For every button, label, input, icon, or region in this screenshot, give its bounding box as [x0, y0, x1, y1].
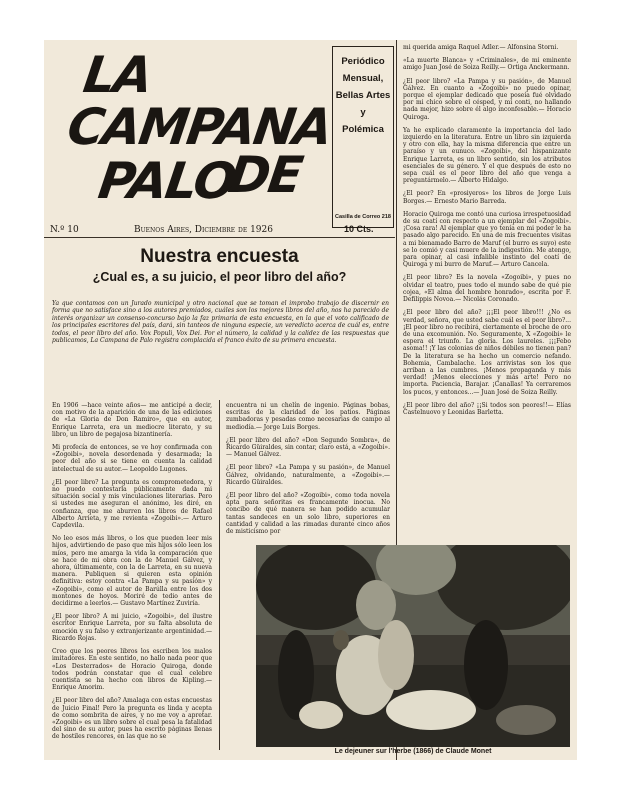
response: ¿El peor libro? Es la novela «Zogoibi», y pues no olvidar el teatro, pues todo el mundo sabe de qué pie cojea, «El alma del hombre honrado», escrita por F. Defilippis Novoa.— Nicolás Coronado.: [403, 274, 571, 304]
column-rule: [219, 400, 220, 750]
response: ¿El peor libro del año? «Don Segundo Sombra», de Ricardo Güiraldes, sin contar, claro está, a «Zogoibi».— Manuel Gálvez.: [226, 436, 390, 459]
masthead-word-campana: CAMPANA: [63, 98, 335, 156]
response: ¿El peor libro? «La Pampa y su pasión», de Manuel Gálvez, olvidando, naturalmente, a «Zogoibi».— Ricardo Güiraldes.: [226, 464, 390, 486]
response: ¿El peor libro? A mi juicio, «Zogoibi», del ilustre escritor Enrique Larreta, por su falta absoluta de emoción y su falso y extranjerizante argentinidad.— Ricardo Rojas.: [52, 613, 212, 642]
response: «La muerte Blanca» y «Criminales», de mi eminente amigo Juan José de Soiza Reilly.— Ortiga Anckermann.: [403, 57, 571, 72]
painting-photo: [256, 545, 570, 747]
info-line: Mensual,: [342, 73, 384, 84]
painting-illustration: [256, 545, 570, 747]
response: En 1906 —hace veinte años— me anticipé a decir, con motivo de la aparición de una de las ediciones de «La Gloria de Don Ramiro», que en autor, Enrique Larreta, era un mediocre literato, y su libro, un libro de pegajosa bizantinería.: [52, 402, 212, 438]
headline: Nuestra encuesta: [140, 246, 299, 267]
column-2: [226, 402, 390, 541]
newspaper-page: [44, 40, 577, 760]
column-1: [52, 402, 212, 747]
response: ¿El peor libro del año? Amalaga con estas encuestas de Juicio Final! Pero la pregunta es linda y acepta de como sombrita de aires, y no me voy a apretar. «Zogoibi» es un libro sobre el cual pesa la fatalidad del sino de su autor, pues ha escrito páginas llenas de hostiles rencores, en las que no se: [52, 697, 212, 741]
response: ¿El peor libro? La pregunta es comprometedora, y no puedo contestarla públicamente dada mi situación social y mis vinculaciones literarias. Pero si ustedes me aseguran el anónimo, les diré, en confianza, que me aburren los libros de Rafael Alberto Arrieta, y me revienta «Zogoibi».— Arturo Capdevila.: [52, 478, 212, 530]
issue-date: Buenos Aires, Diciembre de 1926: [134, 225, 273, 235]
response: ¿El peor libro del año? ¡¡Si todos son peores!!— Elías Castelnuovo y Leonidas Barletta.: [403, 401, 571, 416]
info-line: Bellas Artes: [335, 90, 391, 101]
response: Creo que los peores libros los escriben los malos imitadores. En este sentido, no hallo nada peor que «Los Desterrados» de Horacio Quiroga, donde todos podrán constatar que el cual celebre cuentista se ha hecho con libros de Kipling.— Enrique Amorim.: [52, 648, 212, 692]
issue-line: [44, 224, 395, 238]
photo-caption: Le dejeuner sur l'herbe (1866) de Claude Monet: [334, 748, 492, 755]
response: ¿El peor libro? «La Pampa y su pasión», de Manuel Gálvez. En cuanto a «Zogoibi» no puedo opinar, porque el ejemplar dedicado que poseía fué olvidado por mi chico sobre el césped, y mi conti, no hallando nada mejor, hizo sobre él algo inconfesable.— Horacio Quiroga.: [403, 77, 571, 121]
response: ¿El peor? En «prosiyeros» los libros de Jorge Luis Borges.— Ernesto Mario Barreda.: [403, 190, 571, 205]
column-3: [403, 44, 571, 422]
intro-paragraph: Ya que contamos con un Jurado municipal y otro nacional que se toman el improbo trabajo de discernir en forma que no satisface sino a los autores premiados, cuáles son los mejores libros del año, nos ha parecido de interés organizar un consenso-concurso bajo la faz primaria de esta encuesta, en la que el voto calificado de los principales escritores del país, dará, sin tanteos de ninguna especie, un veredicto acerca de cuál es, entre todos, el peor libro del año. Vox Populi, Vox Dei. Por el número, la calidad y la calidez de las respuestas que publicamos, La Campana de Palo registra complacida el franco éxito de su primera encuesta.: [52, 300, 389, 345]
response: Mi profecía de entonces, se ve hoy confirmada con «Zogoibi», novela desordenada y desarmada; la peor del año si se tiene en cuenta la calidad intelectual de su autor.— Leopoldo Lugones.: [52, 444, 212, 473]
info-line: y: [360, 107, 366, 118]
issue-price: 10 Cts.: [344, 224, 374, 234]
masthead-word-la: LA: [79, 46, 155, 104]
casilla-text: Casilla de Correo 218: [335, 214, 391, 220]
response: ¿El peor libro del año? «Zogoibi», como toda novela apta para señoritas es francamente inocua. No concibo de qué manera se han podido acumular tantas sandeces en un solo libro, superiores en cantidad y calidad a las rimadas durante cinco años de misticismo por: [226, 492, 390, 536]
info-line: Periódico: [341, 56, 385, 67]
response: Horacio Quiroga me contó una curiosa irrespetuosidad de su coatí con respecto a un ejemplar del «Zogoibi». ¡Cosa rara! Al ejemplar que yo tenía en mi poder le ha pasado algo parecido. En una de mis frecuentes visitas a mi bienamado Barro de Maruf (el burro es suyo) este se lo comió y casi muere de la indigestión. Me atengo, para opinar, al casi infalible instinto del coatí de Quiroga y mi burro de Maruf.— Arturo Cancela.: [403, 210, 571, 269]
response: ¿El peor libro del año? ¡¡¡El peor libro!!! ¿No es verdad, señora, que usted sabe cuál es el peor libro?... ¡El peor libro no recibirá, ciertamente el broche de oro de una excomunión. No. Seguramente, X «Zogoibi» le espera el triunfo. La gloria. Los laureles. ¡¡¡Febo asoma!! ¡Y las colonias de niños débiles no tienen pan? De la literatura se ha hecho un comercio nefando. Bohemia, Cambalache. Los arrivistas son los que arriban a las cumbres. ¡Menos propaganda y más verdad! ¡Menos elecciones y más arte! Pero no importa. Paciencia, Barajar. ¡Canallas! Ya cerraremos los pucos, y entonces...— Juan José de Soiza Reilly.: [403, 309, 571, 396]
masthead-word-palo: PALO: [94, 152, 239, 210]
response: mi querida amiga Raquel Adler.— Alfonsina Storni.: [403, 44, 559, 51]
response: encuentra ni un chelín de ingenio. Páginas bobas, escritas de la claridad de los patios. Páginas zumbadoras y pesadas como necesarias de campo al mediodía.— Jorge Luis Borges.: [226, 402, 390, 431]
info-line: Polémica: [342, 124, 384, 135]
publication-info-box: [332, 46, 394, 228]
response: Ya he explicado claramente la importancia del lado izquierdo en la literatura. Entre un libro sin izquierda y otro con ella, hay la misma diferencia que entre un paraíso y un eunuco. «Zogoibi», del hispanizante Enrique Larreta, es un libro sentido, sin los atributos esenciales de su género. Y el que después de esto no sepa cuál es el peor libro del año que venga a preguntármelo.— Alberto Hidalgo.: [403, 126, 571, 185]
masthead-word-de: DE: [224, 146, 305, 204]
issue-number: N.º 10: [50, 225, 79, 235]
survey-question: ¿Cual es, a su juicio, el peor libro del año?: [92, 270, 347, 284]
response: No leo esos más libros, o los que pueden leer mis hijos, advirtiendo de paso que mis hijos sólo leen los míos, pero me amarga la vida la comparación que se hace de mi obra con la de Manuel Gálvez, y ahora, últimamente, con la de Larreta, en su nueva manera. Publiquen si quieren esta opinión definitiva: estoy contra «La Pampa y su pasión» y «Zogoibi», como el autor de Barúlla entre los dos montones de hoyos. Moriré de tedio antes de decidirme a leerlos.— Gustavo Martínez Zuviría.: [52, 535, 212, 608]
